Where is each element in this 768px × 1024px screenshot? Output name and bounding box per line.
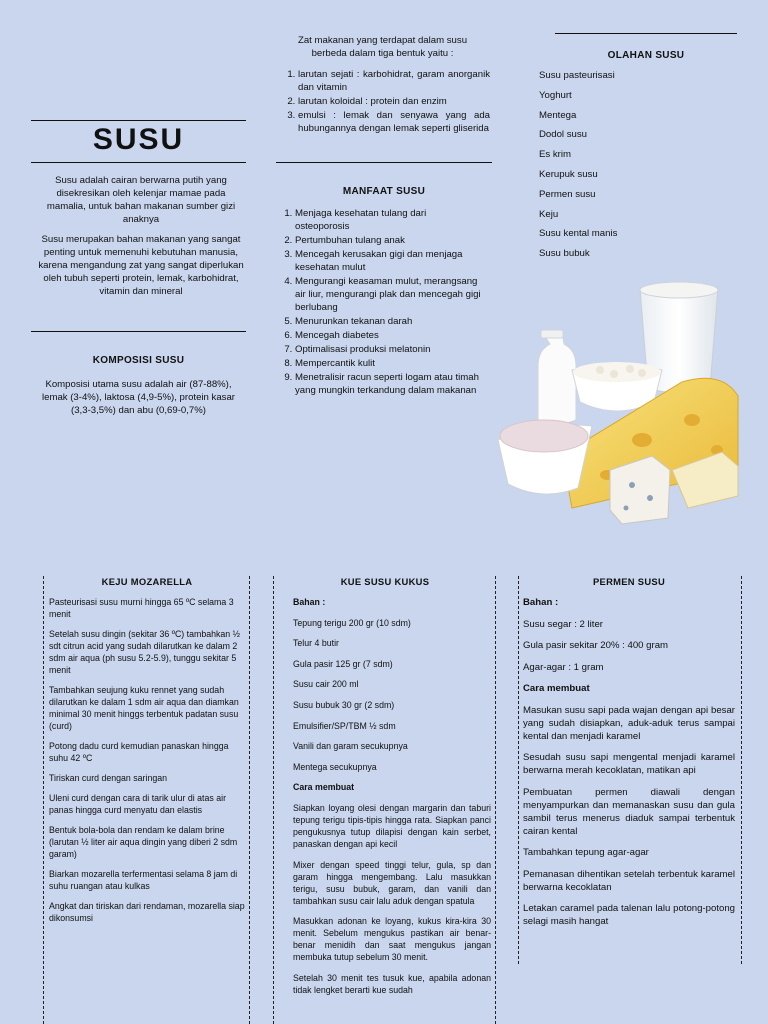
kue-cara-step: Masukkan adonan ke loyang, kukus kira-kira 30 menit. Sebelum mengukus pastikan air benar-benar menidih dan saat mengukus jangan membuka tutup sebelum 30 menit.	[293, 916, 491, 963]
permen-cara-step: Sesudah susu sapi mengental menjadi karamel berwarna merah kecoklatan, matikan api	[523, 752, 735, 776]
manfaat-item: 7. Optimalisasi produksi melatonin	[295, 343, 482, 356]
olahan-item: Susu kental manis	[539, 228, 618, 240]
keju-step: Setelah susu dingin (sekitar 36 ºC) tambahkan ½ sdt citrun acid yang sudah dilarutkan ke dalam 2 sdm air aqua (ph susu 5.2-5.9), tunggu sekitar 5 menit	[49, 629, 240, 675]
permen-cara-step: Letakan caramel pada talenan lalu potong-potong selagi masih hangat	[523, 903, 735, 927]
keju-step: Biarkan mozarella terfermentasi selama 8 jam di suhu ruangan atau kulkas	[49, 869, 238, 891]
manfaat-item: 4. Mengurangi keasaman mulut, merangsang air liur, mengurangi plak dan mencegah gigi berlubang	[295, 275, 482, 314]
manfaat-rule	[276, 162, 492, 163]
kue-bahan-item: Tepung terigu 200 gr (10 sdm)	[293, 617, 411, 628]
divider-4	[495, 576, 496, 1024]
intro-paragraph-1: Susu adalah cairan berwarna putih yang disekresikan oleh kelenjar mamae pada mamalia, untuk bahan makanan sumber gizi anaknya	[46, 175, 236, 225]
divider-5	[518, 576, 519, 964]
intro-paragraph-2: Susu merupakan bahan makanan yang sangat penting untuk memenuhi kebutuhan manusia, karena mengandung zat yang sangat diperlukan oleh tubuh seperti protein, lemak, karbohidrat, vitamin dan mineral	[38, 234, 244, 297]
zat-item: 2. larutan koloidal : protein dan enzim	[298, 95, 490, 108]
zat-intro: Zat makanan yang terdapat dalam susu berbeda dalam tiga bentuk yaitu :	[297, 35, 468, 59]
olahan-item: Kerupuk susu	[539, 168, 598, 180]
keju-step: Pasteurisasi susu murni hingga 65 ºC selama 3 menit	[49, 597, 234, 619]
olahan-list	[539, 70, 719, 268]
kue-cara-step: Siapkan loyang olesi dengan margarin dan taburi tepung terigu tipis-tipis hingga rata. Siapkan panci pengukusnya tutup dilapisi dengan kain serbet, panaskan dengan api kecil	[293, 802, 491, 849]
olahan-item: Permen susu	[539, 188, 596, 200]
manfaat-item: 3. Mencegah kerusakan gigi dan menjaga kesehatan mulut	[295, 248, 482, 274]
olahan-rule	[555, 33, 737, 34]
manfaat-heading: MANFAAT SUSU	[342, 186, 426, 197]
olahan-item: Yoghurt	[539, 89, 572, 101]
kue-content	[293, 596, 491, 1004]
permen-bahan-item: Susu segar : 2 liter	[523, 618, 603, 630]
title-rule-bottom	[31, 162, 246, 163]
keju-step: Uleni curd dengan cara di tarik ulur di atas air panas hingga curd menyatu dan elastis	[49, 793, 227, 815]
olahan-item: Susu pasteurisasi	[539, 70, 615, 81]
kue-bahan-item: Gula pasir 125 gr (7 sdm)	[293, 658, 393, 669]
kue-bahan-item: Telur 4 butir	[293, 638, 339, 649]
permen-bahan-item: Agar-agar : 1 gram	[523, 661, 604, 673]
manfaat-item: 8. Mempercantik kulit	[295, 357, 482, 370]
zat-list	[280, 68, 490, 136]
manfaat-item: 1. Menjaga kesehatan tulang dari osteoporosis	[295, 207, 482, 233]
keju-step: Bentuk bola-bola dan rendam ke dalam brine (larutan ½ liter air aqua dingin yang diberi 2 sdm garam)	[49, 825, 238, 859]
permen-content	[523, 596, 735, 937]
zat-item: 3. emulsi : lemak dan senyawa yang ada hubungannya dengan lemak seperti gliserida	[298, 109, 490, 135]
divider-1	[43, 576, 44, 1024]
keju-step: Tambahkan seujung kuku rennet yang sudah dilarutkan ke dalam 1 sdm air aqua dan diamkan minimal 30 menit hinggs terbentuk padatan susu (curd)	[49, 685, 239, 731]
kue-bahan-item: Emulsifier/SP/TBM ½ sdm	[293, 720, 396, 731]
manfaat-item: 5. Menurunkan tekanan darah	[295, 315, 482, 328]
kue-cara-step: Mixer dengan speed tinggi telur, gula, sp dan garam hingga mengembang. Lalu masukkan terigu, susu bubuk, garam, dan vanili dan tambahkan susu cair lalu aduk dengan spatula	[293, 859, 491, 906]
permen-bahan-item: Gula pasir sekitar 20% : 400 gram	[523, 640, 669, 651]
permen-cara-step: Tambahkan tepung agar-agar	[523, 847, 649, 858]
kue-cara-label: Cara membuat	[293, 782, 355, 793]
divider-2	[249, 576, 250, 1024]
permen-heading: PERMEN SUSU	[592, 576, 666, 587]
olahan-item: Dodol susu	[539, 129, 587, 141]
permen-cara-step: Pembuatan permen diawali dengan menyampurkan dan memanaskan susu dan gula sambil terus menerus diaduk sampai terbentuk cairan kental	[523, 786, 735, 837]
olahan-heading: OLAHAN SUSU	[607, 50, 685, 61]
permen-cara-step: Pemanasan dihentikan setelah terbentuk karamel berwarna kecoklatan	[523, 868, 735, 893]
komposisi-heading: KOMPOSISI SUSU	[92, 355, 185, 366]
manfaat-item: 2. Pertumbuhan tulang anak	[295, 234, 482, 247]
title-rule-top	[31, 120, 246, 121]
kue-bahan-item: Mentega secukupnya	[293, 761, 377, 772]
zat-item: 1. larutan sejati : karbohidrat, garam anorganik dan vitamin	[298, 68, 490, 94]
divider-3	[273, 576, 274, 1024]
keju-step: Potong dadu curd kemudian panaskan hingga suhu 42 ºC	[49, 741, 229, 763]
keju-steps	[49, 596, 245, 932]
page-title: SUSU	[92, 123, 185, 156]
olahan-item: Es krim	[539, 149, 571, 161]
kue-cara-step: Setelah 30 menit tes tusuk kue, apabila adonan tidak lengket berarti kue sudah	[293, 972, 491, 995]
keju-heading: KEJU MOZARELLA	[101, 576, 193, 587]
kue-heading: KUE SUSU KUKUS	[340, 576, 430, 587]
divider-6	[741, 576, 742, 964]
kue-bahan-item: Susu cair 200 ml	[293, 679, 359, 690]
olahan-item: Mentega	[539, 109, 577, 121]
olahan-item: Susu bubuk	[539, 248, 590, 260]
olahan-item: Keju	[539, 208, 559, 220]
manfaat-list	[277, 207, 482, 398]
manfaat-item: 9. Menetralisir racun seperti logam atau timah yang mungkin terkandung dalam makanan	[295, 371, 482, 397]
keju-step: Angkat dan tiriskan dari rendaman, mozarella siap dikonsumsi	[49, 901, 245, 923]
milk-bottle	[538, 332, 576, 424]
permen-cara-label: Cara membuat	[523, 683, 590, 694]
kue-bahan-item: Susu bubuk 30 gr (2 sdm)	[293, 699, 395, 710]
komposisi-rule	[31, 331, 246, 332]
permen-bahan-label: Bahan :	[523, 597, 559, 608]
permen-cara-step: Masukan susu sapi pada wajan dengan api besar yang sudah disiapkan, aduk-aduk terus sampai kental dan menjadi karamel	[523, 704, 735, 742]
kue-bahan-item: Vanili dan garam secukupnya	[293, 741, 408, 752]
dairy-products-illustration	[492, 270, 748, 535]
kue-bahan-label: Bahan :	[293, 597, 326, 607]
intro-text	[36, 174, 246, 305]
komposisi-text: Komposisi utama susu adalah air (87-88%), lemak (3-4%), laktosa (4,9-5%), protein kasar (3,3-3,5%) dan abu (0,69-0,7%)	[41, 379, 235, 416]
keju-step: Tiriskan curd dengan saringan	[49, 773, 168, 783]
manfaat-item: 6. Mencegah diabetes	[295, 329, 482, 342]
